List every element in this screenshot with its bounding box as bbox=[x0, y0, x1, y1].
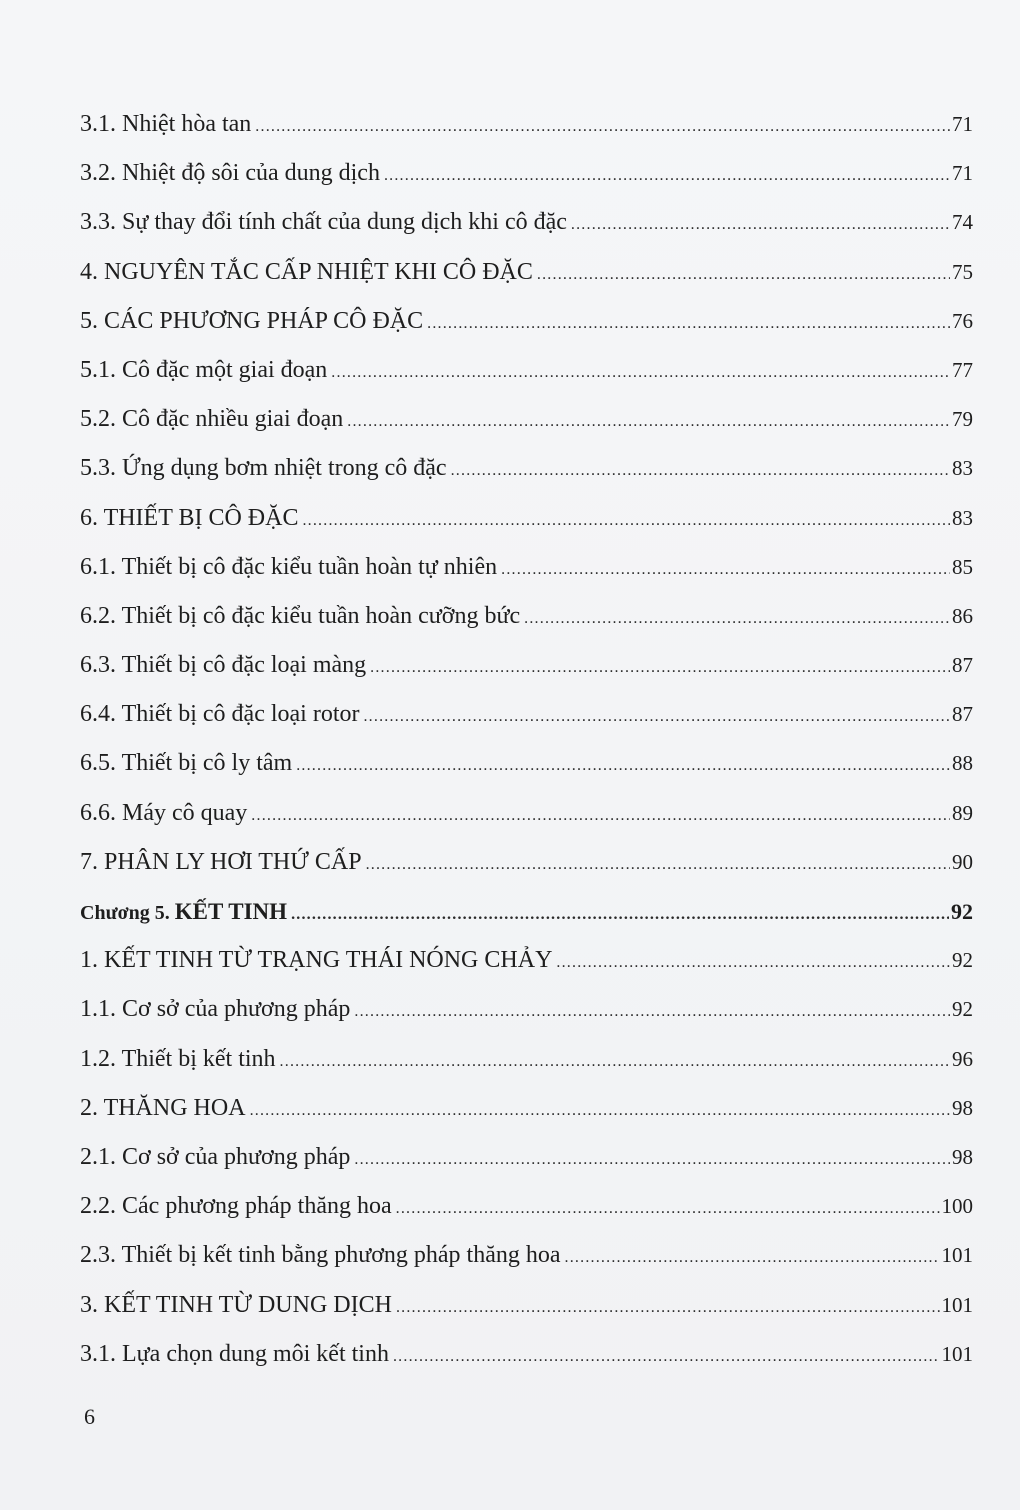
toc-entry-page: 76 bbox=[952, 308, 973, 333]
toc-entry-page: 85 bbox=[952, 554, 973, 579]
dot-leader bbox=[396, 1283, 940, 1332]
dot-leader bbox=[393, 1332, 940, 1381]
toc-entry-title: 2. THĂNG HOA bbox=[80, 1094, 246, 1121]
dot-leader bbox=[451, 446, 950, 495]
toc-entry-title: 5.1. Cô đặc một giai đoạn bbox=[80, 356, 328, 383]
toc-entry-page: 74 bbox=[952, 210, 973, 235]
toc-entry-title: 6.2. Thiết bị cô đặc kiểu tuần hoàn cưỡng bức bbox=[80, 602, 521, 629]
toc-entry bbox=[80, 985, 973, 1034]
toc-entry-page: 101 bbox=[941, 1243, 973, 1268]
toc-entry-title: 6.6. Máy cô quay bbox=[80, 799, 248, 826]
toc-entry bbox=[80, 494, 973, 543]
toc-entry-title: 3. KẾT TINH TỪ DUNG DỊCH bbox=[80, 1291, 392, 1318]
toc-entry-title: 1.2. Thiết bị kết tinh bbox=[80, 1045, 276, 1072]
dot-leader bbox=[370, 643, 950, 692]
toc-entry bbox=[80, 1084, 973, 1133]
dot-leader bbox=[363, 692, 950, 741]
toc-entry bbox=[80, 395, 973, 444]
dot-leader bbox=[396, 1184, 940, 1233]
toc-entry bbox=[80, 149, 973, 198]
toc-entry-page: 98 bbox=[952, 1095, 973, 1120]
chapter-prefix: Chương 5. bbox=[80, 902, 170, 924]
toc-entry bbox=[80, 690, 973, 739]
dot-leader bbox=[384, 151, 950, 200]
toc-entry-title: 3.1. Lựa chọn dung môi kết tinh bbox=[80, 1340, 389, 1367]
dot-leader bbox=[565, 1233, 940, 1282]
toc-entry-page: 101 bbox=[941, 1292, 973, 1317]
dot-leader bbox=[366, 840, 950, 889]
toc-entry-title: 6.4. Thiết bị cô đặc loại rotor bbox=[80, 701, 360, 728]
toc-entry-title: 3.1. Nhiệt hòa tan bbox=[80, 111, 252, 137]
toc-entry bbox=[80, 936, 973, 985]
dot-leader bbox=[537, 250, 950, 299]
toc-entry-page: 100 bbox=[941, 1194, 973, 1219]
toc-entry bbox=[80, 1281, 973, 1330]
toc-entry bbox=[80, 838, 973, 887]
toc-entry-page: 83 bbox=[952, 456, 973, 481]
toc-entry-page: 92 bbox=[952, 948, 973, 973]
toc-entry-title: 3.2. Nhiệt độ sôi của dung dịch bbox=[80, 160, 380, 187]
dot-leader bbox=[250, 1086, 950, 1135]
toc-entry-page: 75 bbox=[952, 259, 973, 284]
toc-entry-title: 4. NGUYÊN TẮC CẤP NHIỆT KHI CÔ ĐẶC bbox=[80, 258, 533, 285]
toc-entry-page: 96 bbox=[952, 1046, 973, 1071]
chapter-name: KẾT TINH bbox=[174, 899, 288, 924]
toc-entry-page: 83 bbox=[952, 505, 973, 530]
toc-entry bbox=[80, 592, 973, 641]
toc-entry-title: 3.3. Sự thay đổi tính chất của dung dịch khi cô đặc bbox=[80, 209, 567, 236]
toc-entry bbox=[80, 1133, 973, 1182]
toc-entry-page: 88 bbox=[952, 751, 973, 776]
dot-leader bbox=[354, 987, 950, 1036]
toc-entry-title: 1. KẾT TINH TỪ TRẠNG THÁI NÓNG CHẢY bbox=[80, 947, 553, 974]
toc-entry-page: 92 bbox=[952, 997, 973, 1022]
toc-entry-page: 71 bbox=[952, 161, 973, 186]
table-of-contents bbox=[80, 100, 973, 1379]
toc-entry-title: 6.5. Thiết bị cô ly tâm bbox=[80, 750, 293, 777]
toc-entry-page: 92 bbox=[951, 899, 973, 924]
toc-entry-title: 7. PHÂN LY HƠI THỨ CẤP bbox=[80, 848, 362, 875]
dot-leader bbox=[331, 348, 950, 397]
toc-entry-page: 101 bbox=[941, 1341, 973, 1366]
toc-entry-title: 6.3. Thiết bị cô đặc loại màng bbox=[80, 652, 367, 679]
toc-entry-page: 89 bbox=[952, 800, 973, 825]
toc-entry-page: 87 bbox=[952, 653, 973, 678]
dot-leader bbox=[571, 200, 950, 249]
toc-entry-page: 79 bbox=[952, 407, 973, 432]
toc-entry bbox=[80, 543, 973, 592]
dot-leader bbox=[354, 1135, 950, 1184]
toc-entry bbox=[80, 100, 973, 149]
toc-entry bbox=[80, 198, 973, 247]
toc-entry-title: 6.1. Thiết bị cô đặc kiểu tuần hoàn tự nhiên bbox=[80, 553, 498, 580]
toc-entry-title: 2.1. Cơ sở của phương pháp bbox=[80, 1143, 351, 1170]
dot-leader bbox=[524, 594, 950, 643]
toc-entry bbox=[80, 739, 973, 788]
toc-entry-page: 90 bbox=[952, 849, 973, 874]
toc-entry-title: 2.3. Thiết bị kết tinh bằng phương pháp thăng hoa bbox=[80, 1242, 561, 1269]
toc-entry bbox=[80, 1035, 973, 1084]
toc-entry bbox=[80, 1231, 973, 1280]
dot-leader bbox=[347, 397, 950, 446]
toc-entry-page: 87 bbox=[952, 702, 973, 727]
toc-entry bbox=[80, 297, 973, 346]
toc-entry-title: 6. THIẾT BỊ CÔ ĐẶC bbox=[80, 504, 299, 531]
toc-entry-title: 5. CÁC PHƯƠNG PHÁP CÔ ĐẶC bbox=[80, 307, 424, 334]
toc-entry bbox=[80, 789, 973, 838]
toc-entry-page: 98 bbox=[952, 1144, 973, 1169]
dot-leader bbox=[251, 791, 950, 840]
toc-entry-title: 5.2. Cô đặc nhiều giai đoạn bbox=[80, 406, 344, 433]
dot-leader bbox=[291, 890, 949, 939]
toc-entry-page: 77 bbox=[952, 357, 973, 382]
dot-leader bbox=[255, 102, 950, 151]
dot-leader bbox=[296, 741, 950, 790]
toc-entry bbox=[80, 1330, 973, 1379]
toc-entry-title: 1.1. Cơ sở của phương pháp bbox=[80, 996, 351, 1023]
toc-entry bbox=[80, 641, 973, 690]
toc-entry-page: 71 bbox=[952, 112, 973, 136]
toc-entry-title: 2.2. Các phương pháp thăng hoa bbox=[80, 1193, 392, 1220]
toc-entry-title: 5.3. Ứng dụng bơm nhiệt trong cô đặc bbox=[80, 455, 447, 482]
toc-entry bbox=[80, 248, 973, 297]
toc-entry-page: 86 bbox=[952, 603, 973, 628]
dot-leader bbox=[427, 299, 950, 348]
dot-leader bbox=[501, 545, 950, 594]
page-number: 6 bbox=[84, 1404, 95, 1429]
toc-entry bbox=[80, 444, 973, 493]
toc-chapter-title bbox=[80, 887, 287, 938]
dot-leader bbox=[280, 1037, 950, 1086]
toc-entry bbox=[80, 346, 973, 395]
dot-leader bbox=[302, 496, 950, 545]
dot-leader bbox=[556, 938, 950, 987]
toc-entry bbox=[80, 1182, 973, 1231]
toc-chapter-entry bbox=[80, 887, 973, 936]
